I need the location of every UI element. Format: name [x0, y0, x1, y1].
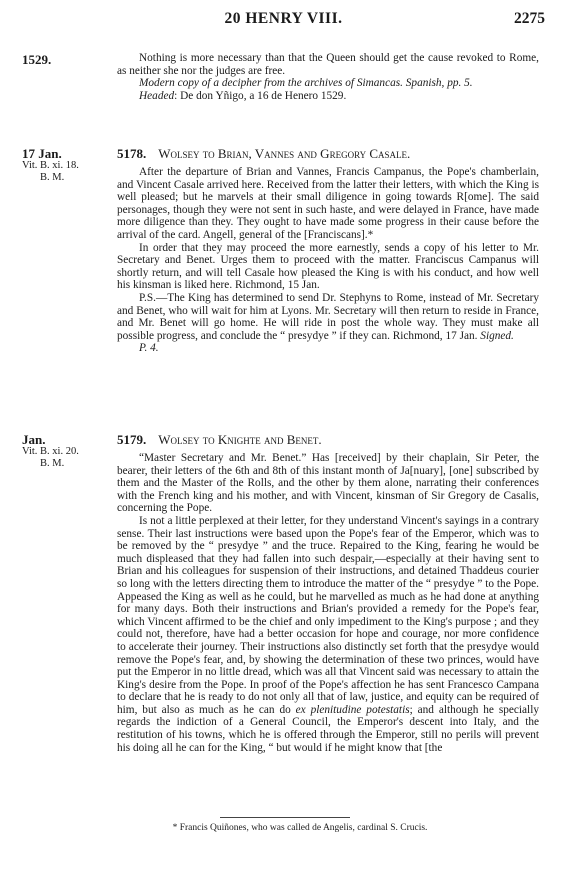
running-title: 20 HENRY VIII. — [224, 10, 343, 27]
headed-text: : De don Yñigo, a 16 de Henero 1529. — [174, 89, 347, 102]
intro-year: 1529. — [22, 52, 52, 67]
letter-5178-para-2: In order that they may proceed the more earnestly, sends a copy of his letter to Mr. Secretary and Benet. Urges them to proceed with the matter. Franciscus Campanus will shortly return, and will tell Casale how pleased the King is with his conduct, and how well his kinsman is liked here. Richmond, 15 Jan. — [117, 241, 539, 292]
letter-5179-para-1: “Master Secretary and Mr. Benet.” Has [received] by their chaplain, Sir Peter, the bearer, their letters of the 6th and 8th of this instant month of Ja[nuary], [one] subscribed by them and the Master of the Rolls, and the other by them alone, narrating their conferences with the French king and his mother, and with Vincent, kinsman of Sir Gregory de Casalis, concerning the Pope. — [117, 452, 539, 515]
letter-5178-para-1: After the departure of Brian and Vannes, Francis Campanus, the Pope's chamberlain, and Vincent Casale arrived here. Received from the latter their letters, with which the King is well pleased; but he marvels at their small diligence in going towards R[ome]. The said personages, though they were not sent in such haste, and were delayed in France, have made more diligence than they. They ought to have made some progress in their cause before the arrival of the card. Angell, general of the [Franciscans].* — [117, 166, 539, 241]
letter-5178-signed: Signed. — [480, 329, 514, 342]
letter-5178-body — [117, 166, 539, 355]
letter-5178-ref-bm: B. M. — [40, 172, 65, 183]
intro-source: Modern copy of a decipher from the archives of Simancas. Spanish, pp. 5. — [139, 77, 473, 90]
intro-body — [117, 52, 539, 102]
intro-margin — [22, 54, 100, 66]
intro-paragraph: Nothing is more necessary than that the Queen should get the cause revoked to Rome, as neither she nor the judges are free. — [117, 52, 539, 77]
letter-5179-ref-bm: B. M. — [40, 458, 65, 469]
letter-5179-latin-phrase: ex plenitudine potestatis — [295, 703, 410, 716]
letter-5179-date: Jan. — [22, 432, 46, 447]
letter-5179-heading — [117, 433, 547, 447]
letter-5179-para-2-end: ; and although he specially regards the indiction of a General Council, the Emperor's descent into Italy, and the restitution of his towns, which he is offered through the Emperor, still no perils will prevent his doing all he can for the King, “ but would if he might know that [the — [117, 703, 539, 754]
footnote-rule — [220, 817, 350, 818]
footnote: * Francis Quiñones, who was called de Angelis, cardinal S. Crucis. — [172, 823, 428, 833]
page-header — [0, 10, 567, 30]
letter-5179-para-2-main: Is not a little perplexed at their letter, for they understand Vincent's sayings in a contrary sense. Their last instructions were based upon the Pope's fear of the Emperor, which was to be removed by the “ presydye ” and the truce. Repaired to the King, fearing he would be much displeased that they had fallen into such despair,—especially at their having sent to Brian and his colleagues for suspension of their instructions, and detained Thaddeus courier so long with the letters directing them to introduce the matter of the “ presydye ” to the Pope. Appeased the King as well as he could, but he marvelled as much as he had done at anything for many days. Both their instructions and Brian's provided a remedy for the Pope's fear, which Vincent affirmed to be the chief and only impediment to the King's purpose ; and they could not, therefore, have had a better occasion for hope and courage, nor more confidence to accelerate their journey. Their instructions also distinctly set forth that the presydye would remove the Pope's fear, and, by showing the determination of these two princes, would have put the Emperor in no little dread, which was all that Vincent said was necessary to attain the King's desire from the Pope. In proof of the Pope's affection he has sent Francesco Campana to declare that he is ready to do not only all that of law, justice, and equity can be required of him, but also as much as he can do — [117, 514, 539, 716]
letter-5179-title: Wolsey to Knighte and Benet. — [158, 432, 322, 447]
letter-5178-postscript: P.S.—The King has determined to send Dr. Stephyns to Rome, instead of Mr. Secretary and Benet, who will wait for him at Lyons. Mr. Secretary will then return to reside in France, and Mr. Benet will go home. He will ride in post the whole way. They must make all possible progress, and conclude the “ presydye ” if they can. Richmond, 17 Jan. — [117, 291, 539, 342]
letter-5179-margin — [22, 434, 100, 470]
letter-5179-ref: Vit. B. xi. 20. — [22, 446, 79, 457]
letter-5178-date: 17 Jan. — [22, 146, 62, 161]
letter-5178-ref: Vit. B. xi. 18. — [22, 160, 79, 171]
letter-5179-para-2 — [117, 515, 539, 754]
page-number: 2275 — [514, 10, 545, 27]
letter-5178-margin — [22, 148, 100, 184]
letter-5178-para-3 — [117, 292, 539, 342]
intro-headed — [117, 90, 539, 103]
letter-5178-number: 5178. — [117, 146, 147, 161]
letter-5178-title: Wolsey to Brian, Vannes and Gregory Casale. — [158, 146, 411, 161]
letter-5178-heading — [117, 147, 547, 161]
letter-5179-number: 5179. — [117, 432, 147, 447]
headed-label: Headed — [139, 89, 175, 102]
letter-5178-pages: P. 4. — [139, 342, 159, 355]
letter-5179-body — [117, 452, 539, 754]
